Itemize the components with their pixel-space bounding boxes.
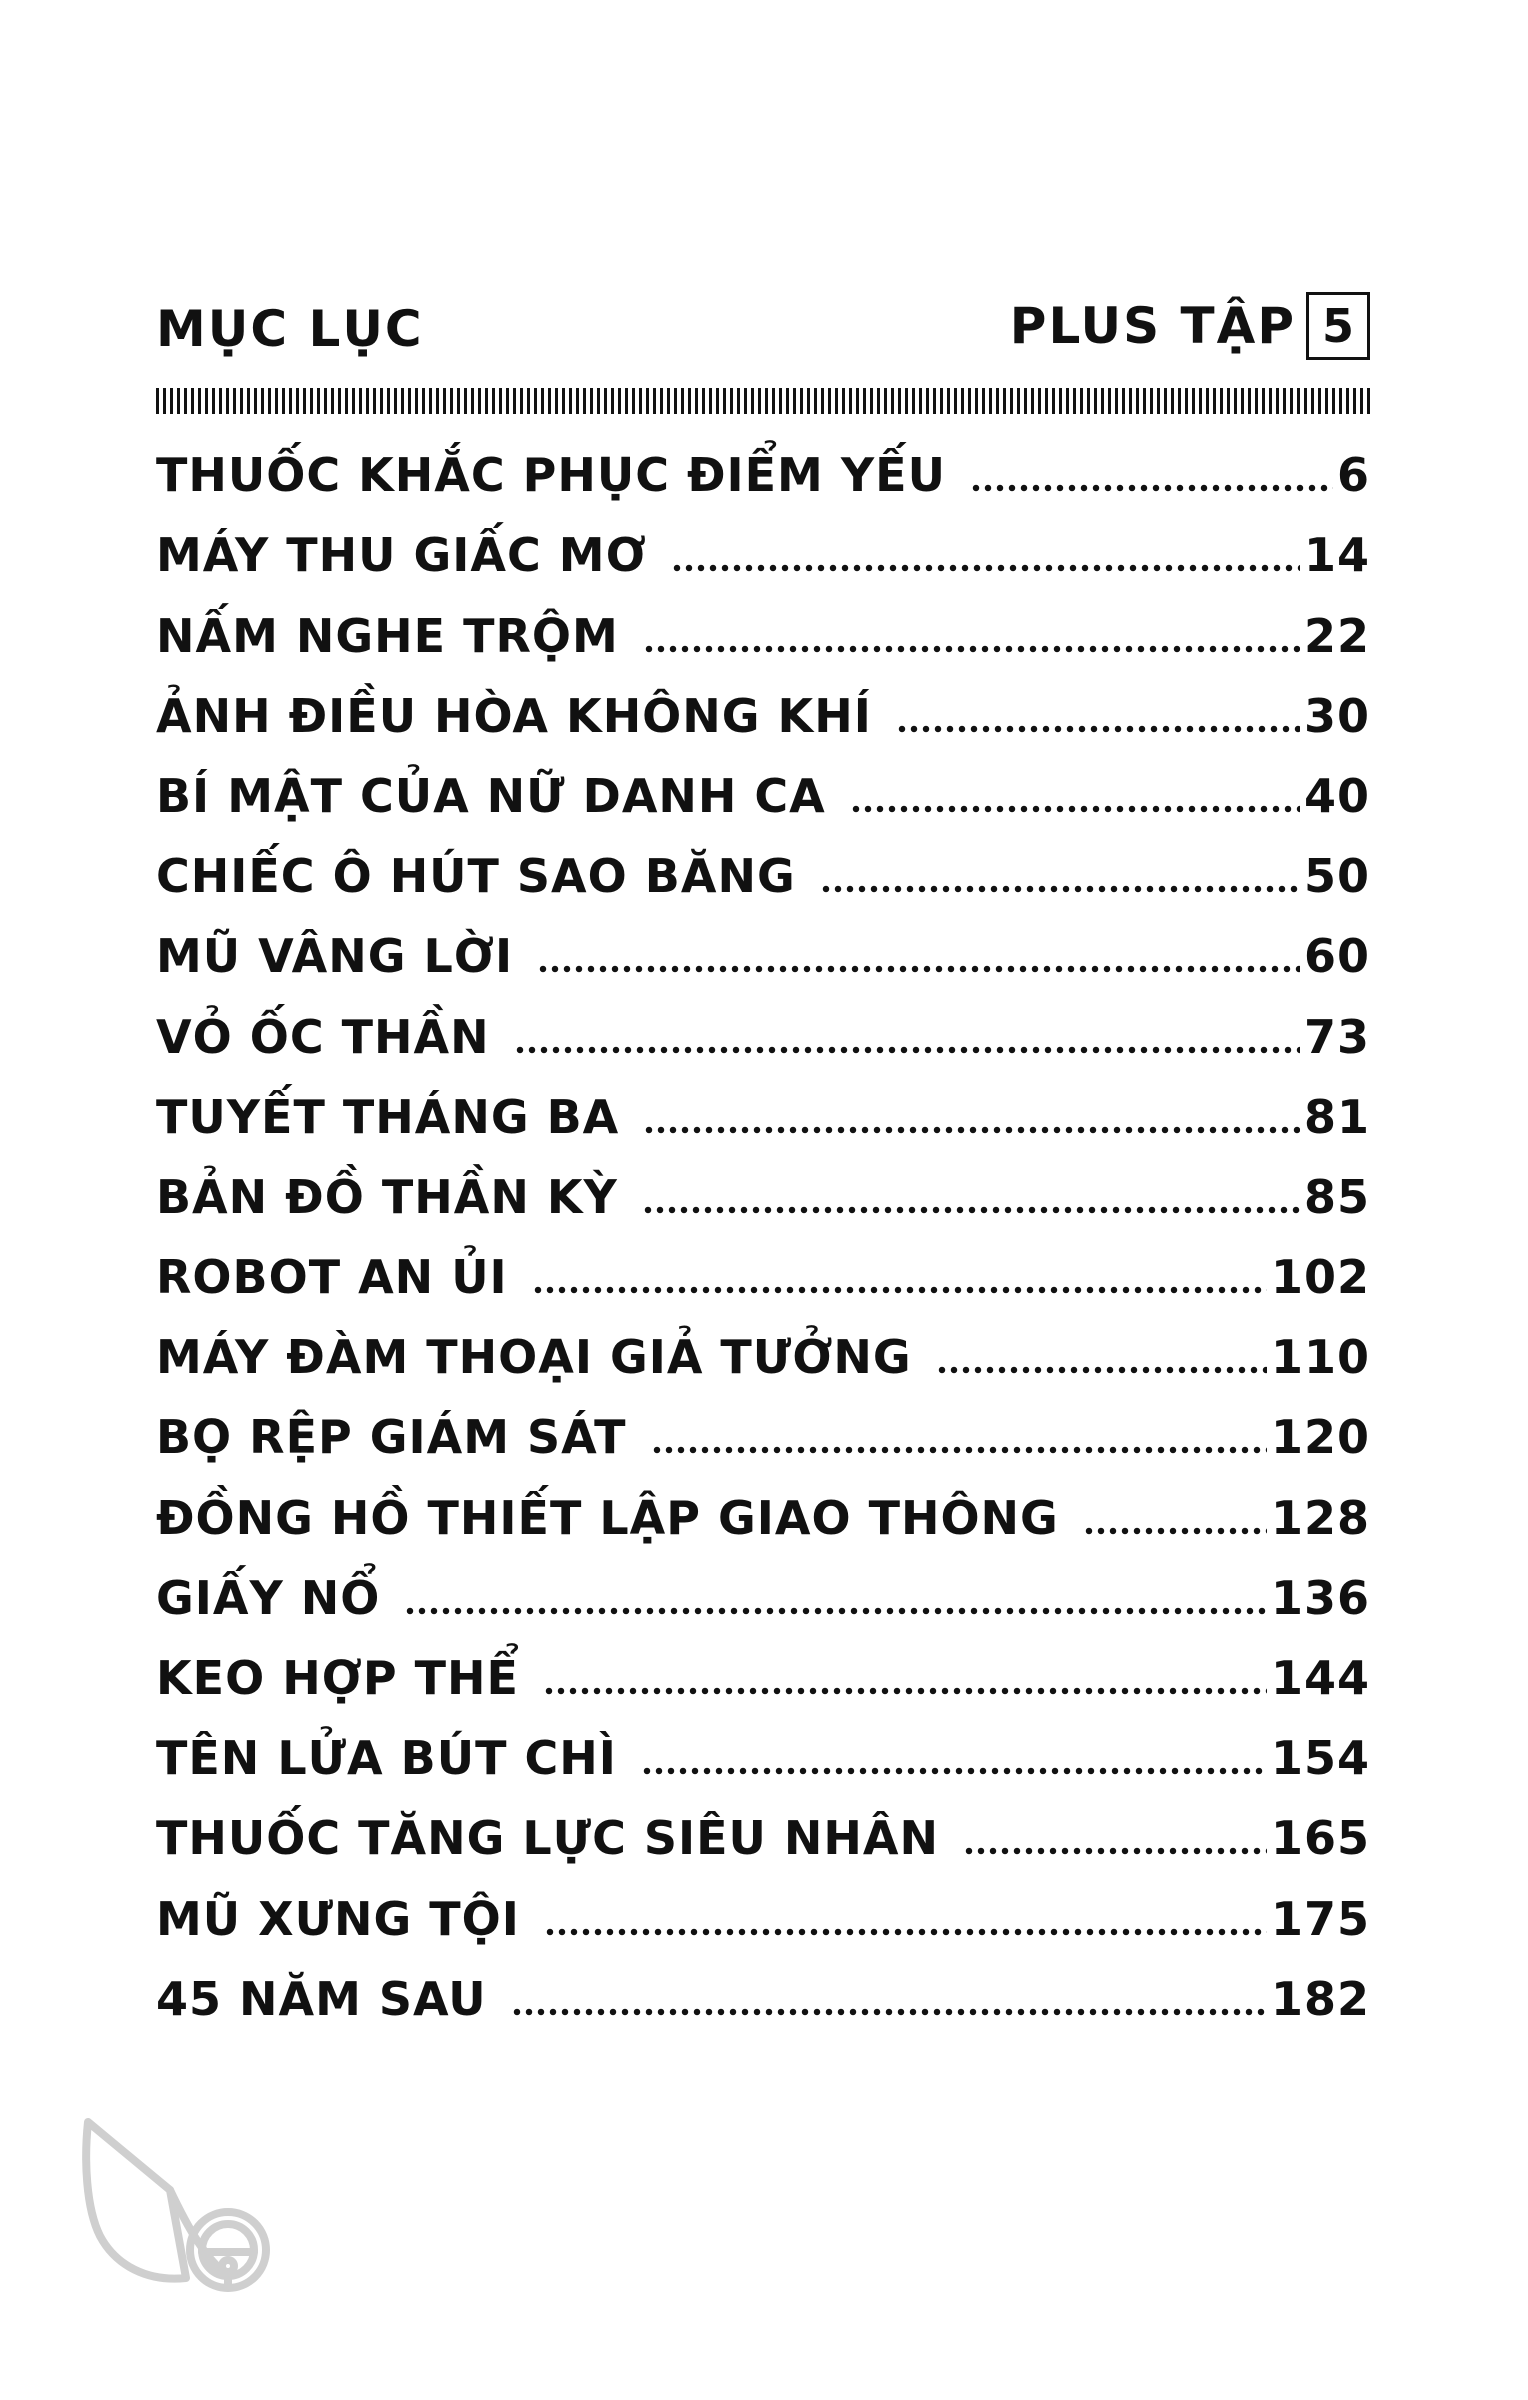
toc-entry bbox=[156, 1390, 1370, 1470]
dot-leader bbox=[896, 725, 1300, 733]
toc-entry-page: 73 bbox=[1303, 1009, 1370, 1064]
toc-entry-page: 50 bbox=[1303, 849, 1370, 904]
toc-entry bbox=[156, 1230, 1370, 1310]
dot-leader bbox=[643, 645, 1300, 653]
dot-leader bbox=[850, 805, 1300, 813]
dot-leader bbox=[641, 1767, 1267, 1775]
table-of-contents bbox=[156, 428, 1370, 2032]
toc-entry-title: BẢN ĐỒ THẦN KỲ bbox=[156, 1169, 618, 1224]
doraemon-watermark-icon bbox=[78, 2110, 298, 2310]
toc-entry bbox=[156, 1070, 1370, 1150]
toc-entry bbox=[156, 829, 1370, 909]
toc-entry-page: 128 bbox=[1270, 1490, 1370, 1545]
header-divider bbox=[156, 388, 1370, 414]
toc-entry-page: 22 bbox=[1303, 608, 1370, 663]
toc-entry-page: 136 bbox=[1270, 1570, 1370, 1625]
dot-leader bbox=[514, 1046, 1300, 1054]
toc-entry bbox=[156, 428, 1370, 508]
toc-entry-page: 175 bbox=[1270, 1891, 1370, 1946]
toc-entry bbox=[156, 1150, 1370, 1230]
toc-entry bbox=[156, 1871, 1370, 1951]
dot-leader bbox=[651, 1446, 1267, 1454]
volume-label bbox=[1010, 292, 1370, 360]
toc-entry-page: 14 bbox=[1303, 528, 1370, 583]
toc-entry-title: TÊN LỬA BÚT CHÌ bbox=[156, 1731, 617, 1786]
toc-entry-page: 85 bbox=[1303, 1169, 1370, 1224]
toc-entry-title: BÍ MẬT CỦA NỮ DANH CA bbox=[156, 768, 826, 823]
dot-leader bbox=[511, 2008, 1267, 2016]
dot-leader bbox=[671, 564, 1300, 572]
toc-entry-page: 30 bbox=[1303, 688, 1370, 743]
toc-entry-page: 120 bbox=[1270, 1410, 1370, 1465]
toc-entry bbox=[156, 1631, 1370, 1711]
toc-entry-title: MŨ VÂNG LỜI bbox=[156, 929, 514, 984]
toc-entry-title: ROBOT AN ỦI bbox=[156, 1250, 508, 1305]
dot-leader bbox=[643, 1126, 1300, 1134]
toc-entry-page: 81 bbox=[1303, 1089, 1370, 1144]
dot-leader bbox=[963, 1847, 1267, 1855]
page-title: MỤC LỤC bbox=[156, 300, 424, 358]
toc-entry-title: 45 NĂM SAU bbox=[156, 1971, 487, 2026]
toc-entry-page: 102 bbox=[1270, 1250, 1370, 1305]
dot-leader bbox=[532, 1286, 1267, 1294]
toc-entry-page: 154 bbox=[1270, 1731, 1370, 1786]
toc-entry-title: NẤM NGHE TRỘM bbox=[156, 608, 619, 663]
toc-entry-title: ĐỒNG HỒ THIẾT LẬP GIAO THÔNG bbox=[156, 1490, 1059, 1545]
toc-entry-title: ẢNH ĐIỀU HÒA KHÔNG KHÍ bbox=[156, 688, 872, 743]
toc-entry bbox=[156, 1711, 1370, 1791]
toc-entry-title: GIẤY NỔ bbox=[156, 1570, 381, 1625]
dot-leader bbox=[970, 484, 1333, 492]
toc-entry-page: 144 bbox=[1270, 1651, 1370, 1705]
toc-entry bbox=[156, 588, 1370, 668]
toc-entry-page: 182 bbox=[1270, 1971, 1370, 2026]
dot-leader bbox=[543, 1687, 1267, 1695]
toc-entry-title: MÁY THU GIẤC MƠ bbox=[156, 528, 647, 583]
toc-entry-title: MŨ XƯNG TỘI bbox=[156, 1891, 520, 1946]
toc-entry bbox=[156, 1952, 1370, 2032]
toc-entry-title: CHIẾC Ô HÚT SAO BĂNG bbox=[156, 849, 796, 904]
toc-entry bbox=[156, 1310, 1370, 1390]
series-label: PLUS TẬP bbox=[1009, 297, 1296, 355]
dot-leader bbox=[1083, 1527, 1267, 1535]
dot-leader bbox=[544, 1928, 1267, 1936]
toc-entry-page: 165 bbox=[1270, 1811, 1370, 1866]
toc-entry-title: KEO HỢP THỂ bbox=[156, 1651, 519, 1705]
toc-entry bbox=[156, 749, 1370, 829]
toc-entry bbox=[156, 669, 1370, 749]
toc-entry-title: TUYẾT THÁNG BA bbox=[156, 1089, 620, 1144]
dot-leader bbox=[642, 1206, 1300, 1214]
toc-entry-title: THUỐC TĂNG LỰC SIÊU NHÂN bbox=[156, 1811, 939, 1866]
toc-entry bbox=[156, 1551, 1370, 1631]
toc-entry-page: 6 bbox=[1336, 448, 1370, 503]
dot-leader bbox=[404, 1607, 1267, 1615]
toc-entry-page: 40 bbox=[1303, 768, 1370, 823]
toc-entry-title: BỌ RỆP GIÁM SÁT bbox=[156, 1410, 627, 1465]
header bbox=[156, 292, 1370, 372]
toc-entry bbox=[156, 1791, 1370, 1871]
toc-entry bbox=[156, 989, 1370, 1069]
toc-entry-page: 60 bbox=[1303, 929, 1370, 984]
toc-entry-title: THUỐC KHẮC PHỤC ĐIỂM YẾU bbox=[156, 448, 946, 503]
toc-entry bbox=[156, 909, 1370, 989]
toc-entry-title: VỎ ỐC THẦN bbox=[156, 1009, 490, 1064]
volume-number-box: 5 bbox=[1306, 292, 1370, 360]
dot-leader bbox=[936, 1366, 1267, 1374]
dot-leader bbox=[820, 885, 1300, 893]
toc-entry bbox=[156, 508, 1370, 588]
toc-entry-title: MÁY ĐÀM THOẠI GIẢ TƯỞNG bbox=[156, 1330, 912, 1385]
toc-entry bbox=[156, 1470, 1370, 1550]
toc-entry-page: 110 bbox=[1270, 1330, 1370, 1385]
dot-leader bbox=[537, 965, 1300, 973]
